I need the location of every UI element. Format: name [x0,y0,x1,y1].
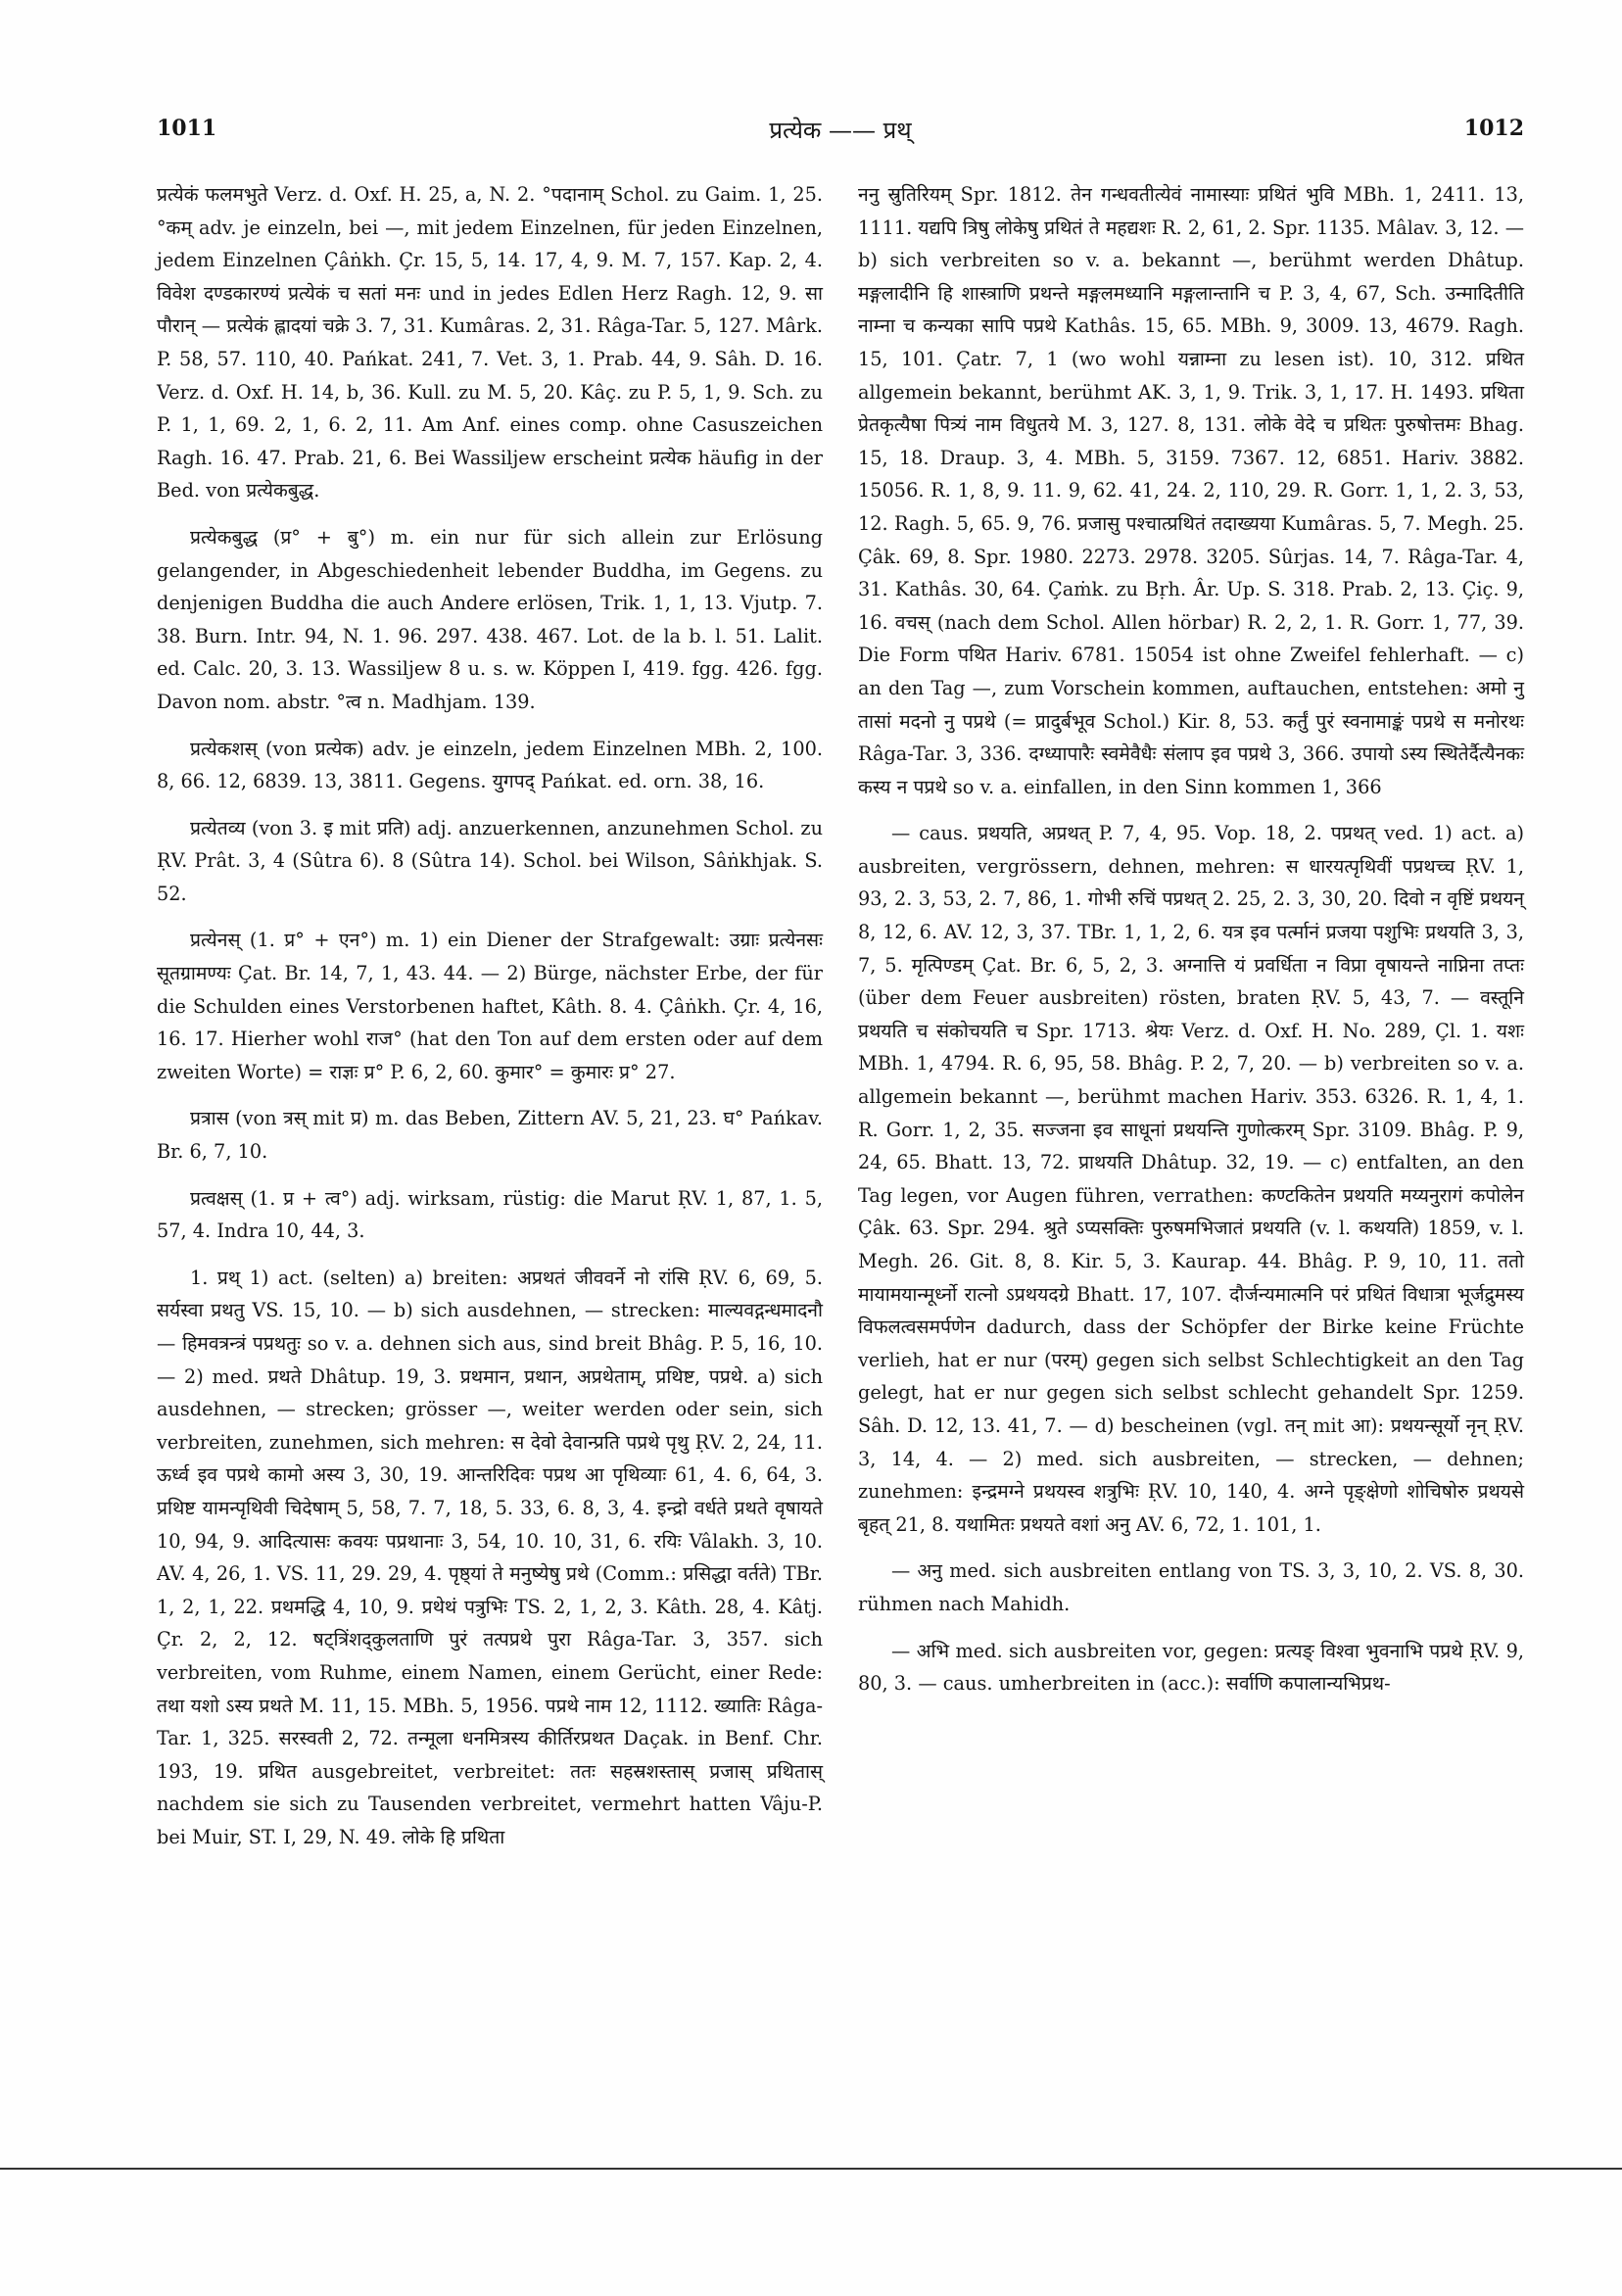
dictionary-entry: — अभि med. sich ausbreiten vor, gegen: प्रत्यङ् विश्वा भुवनाभि पप्रथे ṚV. 9, 80, 3. — caus. umherbreiten in (acc.): सर्वाणि कपालान्यभिप्रथ- [858,1639,1524,1696]
page-number-left: 1011 [157,116,217,141]
bottom-rule [0,2168,1622,2170]
dictionary-entry: ननु स्रुतिरियम् Spr. 1812. तेन गन्धवतीत्येवं नामास्याः प्रथितं भुवि MBh. 1, 2411. 13, 1111. यद्यपि त्रिषु लोकेषु प्रथितं ते महद्यशः R. 2, 61, 2. Spr. 1135. Mâlav. 3, 12. — b) sich verbreiten so v. a. bekannt —, berühmt werden Dhâtup. मङ्गलादीनि हि शास्त्राणि प्रथन्ते मङ्गलमध्यानि मङ्गलान्तानि च P. 3, 4, 67, Sch. उन्मादितीति नाम्ना च कन्यका सापि पप्रथे Kathâs. 15, 65. MBh. 9, 3009. 13, 4679. Ragh. 15, 101. Çatr. 7, 1 (wo wohl यन्नाम्ना zu lesen ist). 10, 312. प्रथित allgemein bekannt, berühmt AK. 3, 1, 9. Trik. 3, 1, 17. H. 1493. प्रथिता प्रेतकृत्यैषा पित्र्यं नाम विधुतये M. 3, 127. 8, 131. लोके वेदे च प्रथितः पुरुषोत्तमः Bhag. 15, 18. Draup. 3, 4. MBh. 5, 3159. 7367. 12, 6851. Hariv. 3882. 15056. R. 1, 8, 9. 11. 9, 62. 41, 24. 2, 110, 29. R. Gorr. 1, 1, 2. 3, 53, 12. Ragh. 5, 65. 9, 76. प्रजासु पश्चात्प्रथितं तदाख्यया Kumâras. 5, 7. Megh. 25. Çâk. 69, 8. Spr. 1980. 2273. 2978. 3205. Sûrjas. 14, 7. Râga-Tar. 4, 31. Kathâs. 30, 64. Çaṁk. zu Bṛh. Âr. Up. S. 318. Prab. 2, 13. Çiç. 9, 16. वचस् (nach dem Schol. Allen hörbar) R. 2, 2, 1. R. Gorr. 1, 77, 39. Die Form पथित Hariv. 6781. 15054 ist ohne Zweifel fehlerhaft. — c) an den Tag —, zum Vorschein kommen, auftauchen, entstehen: अमो नु तासां मदनो नु पप्रथे (= प्रादुर्बभूव Schol.) Kir. 8, 53. कर्तुं पुरं स्वनामाङ्कं पप्रथे स मनोरथः Râga-Tar. 3, 336. दग्ध्यापारैः स्वमेवैधैः संलाप इव पप्रथे 3, 366. उपायो ऽस्य स्थितेर्दैत्यैनकः कस्य न पप्रथे so v. a. einfallen, in den Sinn kommen 1, 366 [858,183,1524,798]
left-column [157,178,823,1868]
running-head: प्रत्येक —— प्रथ् [769,117,912,144]
dictionary-entry: — caus. प्रथयति, अप्रथत् P. 7, 4, 95. Vop. 18, 2. पप्रथत् ved. 1) act. a) ausbreiten, vergrössern, dehnen, mehren: स धारयत्पृथिवीं पप्रथच्च ṚV. 1, 93, 2. 3, 53, 2. 7, 86, 1. गोभी रुचिं पप्रथत् 2. 25, 2. 3, 30, 20. दिवो न वृष्टिं प्रथयन् 8, 12, 6. AV. 12, 3, 37. TBr. 1, 1, 2, 6. यत्र इव पर्त्मानं प्रजया पशुभिः प्रथयति 3, 3, 7, 5. मृत्पिण्डम् Çat. Br. 6, 5, 2, 3. अग्नात्ति यं प्रवर्धिता न विप्रा वृषायन्ते नाप्निना तप्तः (über dem Feuer ausbreiten) rösten, braten ṚV. 5, 43, 7. — वस्तूनि प्रथयति च संकोचयति च Spr. 1713. श्रेयः Verz. d. Oxf. H. No. 289, Çl. 1. यशः MBh. 1, 4794. R. 6, 95, 58. Bhâg. P. 2, 7, 20. — b) verbreiten so v. a. allgemein bekannt —, berühmt machen Hariv. 353. 6326. R. 1, 4, 1. R. Gorr. 1, 2, 35. सज्जना इव साधूनां प्रथयन्ति गुणोत्करम् Spr. 3109. Bhâg. P. 9, 24, 65. Bhatt. 13, 72. प्राथयति Dhâtup. 32, 19. — c) entfalten, an den Tag legen, vor Augen führen, verrathen: कण्टकितेन प्रथयति मय्यनुरागं कपोलेन Çâk. 63. Spr. 294. श्रुते ऽप्यसक्तिः पुरुषमभिजातं प्रथयति (v. l. कथयति) 1859, v. l. Megh. 26. Git. 8, 8. Kir. 5, 3. Kaurap. 44. Bhâg. P. 9, 10, 11. ततो मायामयान्मूर्ध्नो रात्नो ऽप्रथयदग्रे Bhatt. 17, 107. दौर्जन्यमात्मनि परं प्रथितं विधात्रा भूर्जद्रुमस्य विफलत्वसमर्पणेन dadurch, dass der Schöpfer der Birke keine Früchte verlieh, hat er nur (परम्) gegen sich selbst Schlechtigkeit an den Tag gelegt, hat er nur gegen sich selbst schlecht gehandelt Spr. 1259. Sâh. D. 12, 13. 41, 7. — d) bescheinen (vgl. तन् mit आ): प्रथयन्सूर्यो नृन् ṚV. 3, 14, 4. — 2) med. sich ausbreiten, — strecken, — dehnen; zunehmen: इन्द्रमग्ने प्रथयस्व शत्रुभिः ṚV. 10, 140, 4. अग्ने पृङ्क्षेणो शोचिषोरु प्रथयसे बृहत् 21, 8. यथामितः प्रथयते वशां अनु AV. 6, 72, 1. 101, 1. [858,822,1524,1536]
dictionary-entry: प्रत्रास (von त्रस् mit प्र) m. das Beben, Zittern AV. 5, 21, 23. घ° Pańkav. Br. 6, 7, 10. [157,1107,823,1164]
page-number-right: 1012 [1463,116,1524,141]
right-column [858,178,1524,1714]
dictionary-entry: प्रत्येनस् (1. प्र° + एन°) m. 1) ein Diener der Strafgewalt: उग्राः प्रत्येनसः सूतग्रामण्यः Çat. Br. 14, 7, 1, 43. 44. — 2) Bürge, nächster Erbe, der für die Schulden eines Verstorbenen haftet, Kâth. 8. 4. Çâṅkh. Çr. 4, 16, 16. 17. Hierher wohl राज° (hat den Ton auf dem ersten oder auf dem zweiten Worte) = राज्ञः प्र° P. 6, 2, 60. कुमार° = कुमारः प्र° 27. [157,929,823,1083]
dictionary-entry: प्रत्येकशस् (von प्रत्येक) adv. je einzeln, jedem Einzelnen MBh. 2, 100. 8, 66. 12, 6839. 13, 3811. Gegens. युगपद् Pańkat. ed. orn. 38, 16. [157,737,823,793]
dictionary-entry: प्रत्वक्षस् (1. प्र + त्व°) adj. wirksam, rüstig: die Marut ṚV. 1, 87, 1. 5, 57, 4. Indra 10, 44, 3. [157,1186,823,1243]
dictionary-entry: प्रत्येकबुद्ध (प्र° + बु°) m. ein nur für sich allein zur Erlösung gelangender, in Abgeschiedenheit lebender Buddha, im Gegens. zu denjenigen Buddha die auch Andere erlösen, Trik. 1, 1, 13. Vjutp. 7. 38. Burn. Intr. 94, N. 1. 96. 297. 438. 467. Lot. de la b. l. 51. Lalit. ed. Calc. 20, 3. 13. Wassiljew 8 u. s. w. Köppen I, 419. fgg. 426. fgg. Davon nom. abstr. °त्व n. Madhjam. 139. [157,525,823,713]
dictionary-entry: प्रत्येतव्य (von 3. इ mit प्रति) adj. anzuerkennen, anzunehmen Schol. zu ṚV. Prât. 3, 4 (Sûtra 6). 8 (Sûtra 14). Schol. bei Wilson, Sâṅkhjak. S. 52. [157,816,823,905]
dictionary-entry: 1. प्रथ् 1) act. (selten) a) breiten: अप्रथतं जीववर्ने नो रांसि ṚV. 6, 69, 5. सर्यस्वा प्रथतु VS. 15, 10. — b) sich ausdehnen, — strecken: माल्यवद्गन्धमादनौ — हिमवत्रन्त्रं पप्रथतुः so v. a. dehnen sich aus, sind breit Bhâg. P. 5, 16, 10. — 2) med. प्रथते Dhâtup. 19, 3. प्रथमान, प्रथान, अप्रथेताम्, प्रथिष्ट, पप्रथे. a) sich ausdehnen, — strecken; grösser —, weiter werden oder sein, sich verbreiten, zunehmen, sich mehren: स देवो देवान्प्रति पप्रथे पृथु ṚV. 2, 24, 11. ऊर्ध्व इव पप्रथे कामो अस्य 3, 30, 19. आन्तरिदिवः पप्रथ आ पृथिव्याः 61, 4. 6, 64, 3. प्रथिष्ट यामन्पृथिवी चिदेषाम् 5, 58, 7. 7, 18, 5. 33, 6. 8, 3, 4. इन्द्रो वर्धते प्रथते वृषायते 10, 94, 9. आदित्यासः कवयः पप्रथानाः 3, 54, 10. 10, 31, 6. रयिः Vâlakh. 3, 10. AV. 4, 26, 1. VS. 11, 29. 29, 4. पृष्ठ्यां ते मनुष्येषु प्रथे (Comm.: प्रसिद्धा वर्तते) TBr. 1, 2, 1, 22. प्रथमद्धि 4, 10, 9. प्रथेथं पत्रुभिः TS. 2, 1, 2, 3. Kâth. 28, 4. Kâtj. Çr. 2, 2, 12. षट्त्रिंशद्कुलताणि पुरं तत्पप्रथे पुरा Râga-Tar. 3, 357. sich verbreiten, vom Ruhme, einem Namen, einem Gerücht, einer Rede: तथा यशो ऽस्य प्रथते M. 11, 15. MBh. 5, 1956. पप्रथे नाम 12, 1112. ख्यातिः Râga-Tar. 1, 325. सरस्वती 2, 72. तन्मूला धनमित्रस्य कीर्तिरप्रथत Daçak. in Benf. Chr. 193, 19. प्रथित ausgebreitet, verbreitet: ततः सहस्रशस्तास् प्रजास् प्रथितास् nachdem sie sich zu Tausenden verbreitet, vermehrt hatten Vâju-P. bei Muir, ST. I, 29, N. 49. लोके हि प्रथिता [157,1266,823,1848]
page-header [157,116,1524,155]
dictionary-entry: प्रत्येकं फलमभुते Verz. d. Oxf. H. 25, a, N. 2. °पदानाम् Schol. zu Gaim. 1, 25. °कम् adv. je einzeln, bei —, mit jedem Einzelnen, für jeden Einzelnen, jedem Einzelnen Çâṅkh. Çr. 15, 5, 14. 17, 4, 9. M. 7, 157. Kap. 2, 4. विवेश दण्डकारण्यं प्रत्येकं च सतां मनः und in jedes Edlen Herz Ragh. 12, 9. सा पौरान् — प्रत्येकं ह्लादयां चक्रे 3. 7, 31. Kumâras. 2, 31. Râga-Tar. 5, 127. Mârk. P. 58, 57. 110, 40. Pańkat. 241, 7. Vet. 3, 1. Prab. 44, 9. Sâh. D. 16. Verz. d. Oxf. H. 14, b, 36. Kull. zu M. 5, 20. Kâç. zu P. 5, 1, 9. Sch. zu P. 1, 1, 69. 2, 1, 6. 2, 11. Am Anf. eines comp. ohne Casuszeichen Ragh. 16. 47. Prab. 21, 6. Bei Wassiljew erscheint प्रत्येक häufig in der Bed. von प्रत्येकबुद्ध. [157,183,823,502]
dictionary-entry: — अनु med. sich ausbreiten entlang von TS. 3, 3, 10, 2. VS. 8, 30. rühmen nach Mahidh. [858,1559,1524,1615]
